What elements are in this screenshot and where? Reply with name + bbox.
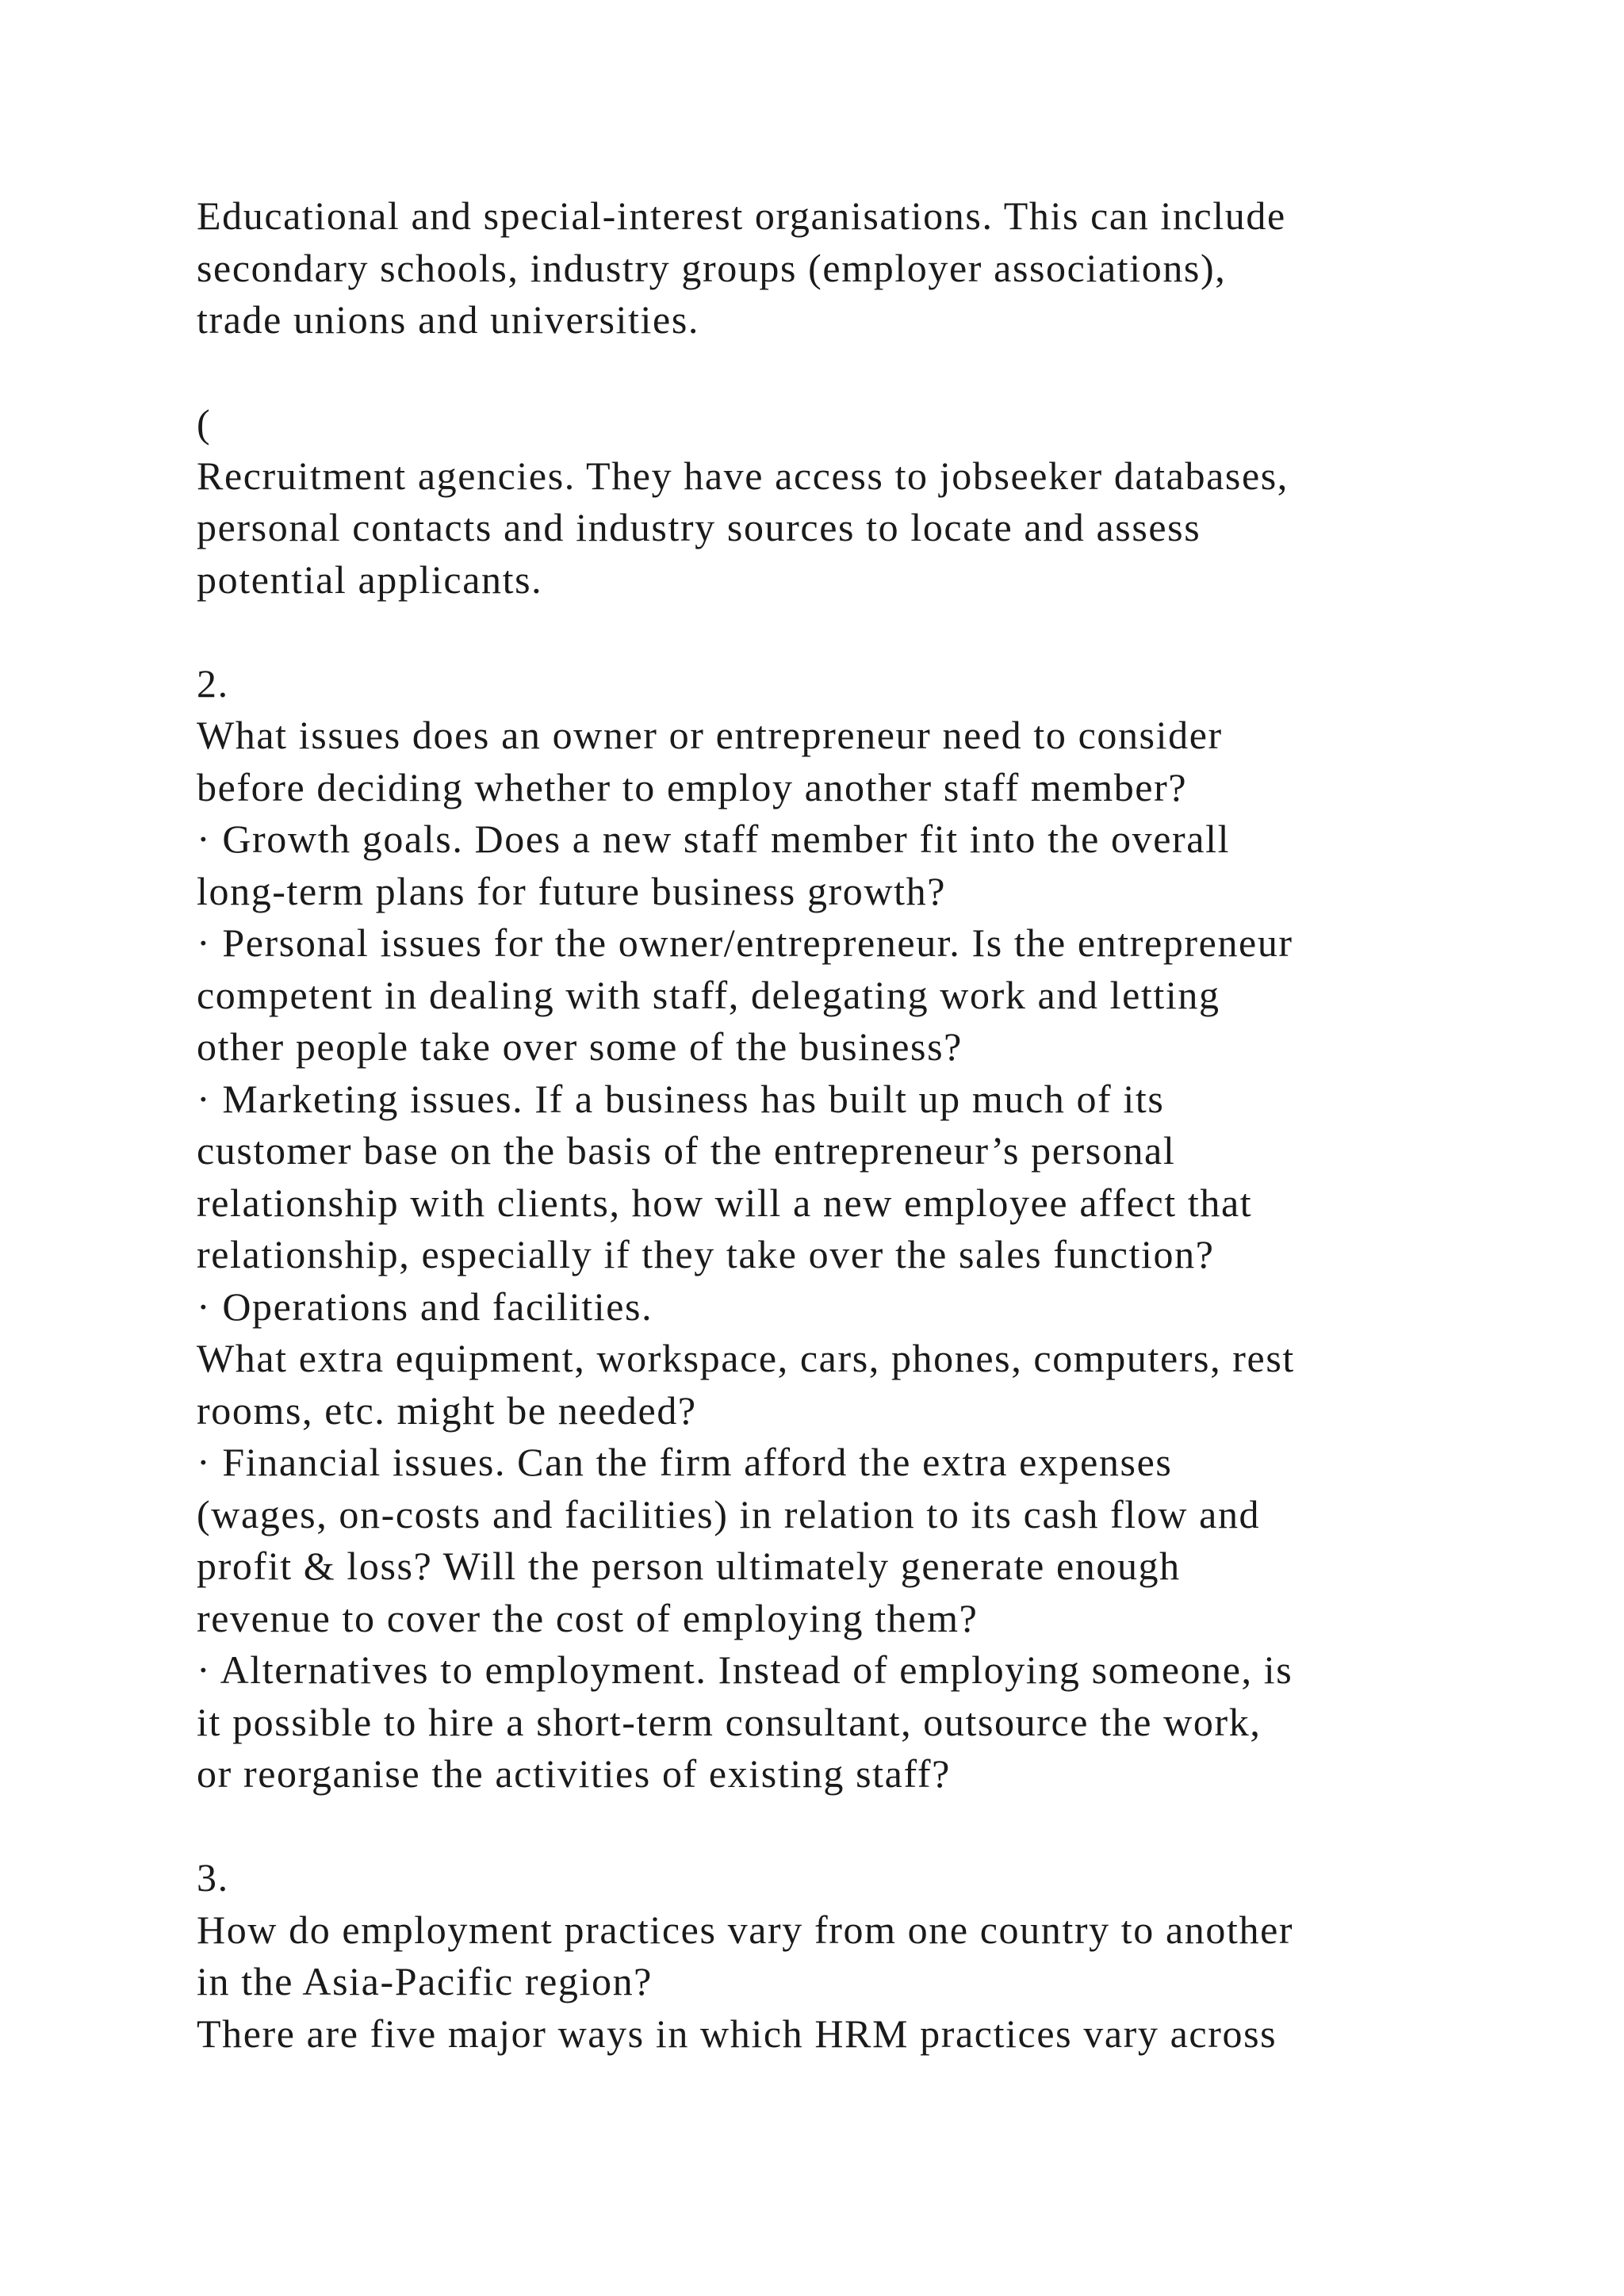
bullet-line: · Financial issues. Can the firm afford the extra expenses — [197, 1440, 1173, 1484]
paragraph-line: (wages, on-costs and facilities) in relation to its cash flow and — [197, 1491, 1261, 1536]
bullet-line: · Alternatives to employment. Instead of employing someone, is — [197, 1647, 1293, 1692]
paragraph-line: personal contacts and industry sources to locate and assess — [197, 505, 1201, 549]
bullet-line: · Growth goals. Does a new staff member fit into the overall — [197, 817, 1231, 861]
paragraph-line: Recruitment agencies. They have access to jobseeker databases, — [197, 453, 1289, 498]
paragraph-line: trade unions and universities. — [197, 297, 699, 342]
paragraph-line: revenue to cover the cost of employing them? — [197, 1595, 979, 1640]
question-line: in the Asia-Pacific region? — [197, 1959, 653, 2003]
question-line: What issues does an owner or entrepreneur need to consider — [197, 713, 1223, 757]
paragraph-line: Educational and special-interest organisations. This can include — [197, 193, 1286, 238]
paragraph-line: customer base on the basis of the entrepreneur’s personal — [197, 1128, 1176, 1173]
blank-line — [197, 1800, 1561, 1853]
blank-line — [197, 606, 1561, 658]
paragraph-line: What extra equipment, workspace, cars, phones, computers, rest — [197, 1336, 1295, 1380]
paragraph-line: ( — [197, 401, 212, 446]
section-number: 2. — [197, 660, 229, 706]
question-line: before deciding whether to employ another staff member? — [197, 764, 1188, 809]
paragraph-line: or reorganise the activities of existing staff? — [197, 1751, 951, 1796]
section-number: 3. — [197, 1855, 229, 1900]
paragraph-line: it possible to hire a short-term consultant, outsource the work, — [197, 1699, 1262, 1744]
paragraph-line: secondary schools, industry groups (employer associations), — [197, 245, 1227, 290]
paragraph-line: other people take over some of the business? — [197, 1024, 963, 1069]
paragraph-line: long-term plans for future business growth? — [197, 868, 946, 913]
paragraph-line: relationship, especially if they take over the sales function? — [197, 1232, 1215, 1276]
question-line: How do employment practices vary from one country to another — [197, 1907, 1294, 1952]
bullet-line: · Personal issues for the owner/entrepreneur. Is the entrepreneur — [197, 920, 1293, 965]
document-body — [197, 190, 1561, 2060]
bullet-line: · Operations and facilities. — [197, 1284, 653, 1329]
paragraph-line: There are five major ways in which HRM practices vary across — [197, 2011, 1277, 2056]
paragraph-line: competent in dealing with staff, delegating work and letting — [197, 972, 1220, 1017]
paragraph-line: profit & loss? Will the person ultimately generate enough — [197, 1544, 1181, 1588]
blank-line — [197, 346, 1561, 399]
paragraph-line: rooms, etc. might be needed? — [197, 1387, 697, 1433]
bullet-line: · Marketing issues. If a business has built up much of its — [197, 1076, 1165, 1121]
paragraph-line: relationship with clients, how will a new employee affect that — [197, 1180, 1253, 1225]
paragraph-line: potential applicants. — [197, 557, 543, 602]
